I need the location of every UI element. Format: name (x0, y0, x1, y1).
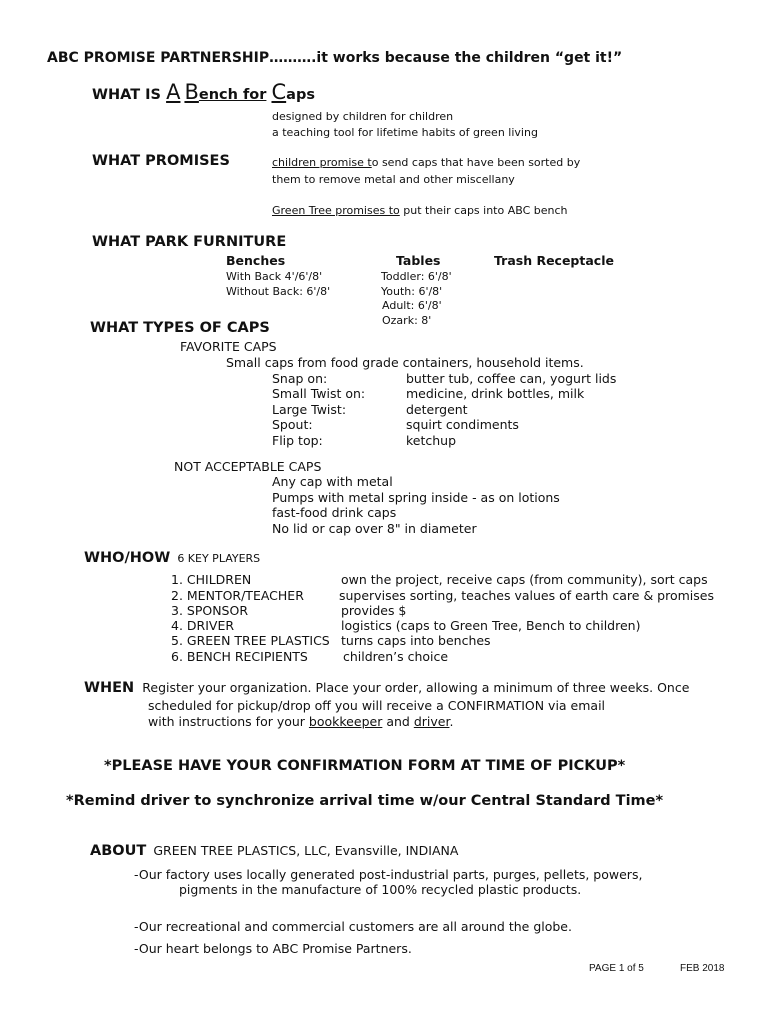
benches-header: Benches (226, 253, 286, 268)
caps-text: aps (286, 87, 315, 103)
player-name: 6. BENCH RECIPIENTS (171, 649, 308, 664)
player-name: 4. DRIVER (171, 618, 235, 633)
player-name: 3. SPONSOR (171, 603, 249, 618)
player-role: provides $ (341, 603, 407, 618)
big-letter-b: B (184, 80, 199, 104)
what-is-heading (92, 80, 315, 104)
what-is-label: WHAT IS (92, 87, 162, 103)
table-item: Adult: 6'/8' (382, 299, 442, 312)
table-item: Toddler: 6'/8' (381, 270, 452, 283)
who-label: WHO/HOW (84, 550, 171, 566)
cap-type-key: Large Twist: (272, 402, 347, 417)
driver-notice: *Remind driver to synchronize arrival time w/our Central Standard Time* (66, 793, 664, 809)
when-line-1: Register your organization. Place your order, allowing a minimum of three weeks. Once (142, 680, 690, 695)
not-acceptable-label: NOT ACCEPTABLE CAPS (174, 459, 322, 474)
table-item: Ozark: 8' (382, 314, 432, 327)
player-role: own the project, receive caps (from community), sort caps (341, 572, 708, 587)
confirmation-notice: *PLEASE HAVE YOUR CONFIRMATION FORM AT TIME OF PICKUP* (104, 758, 626, 774)
cap-type-value: medicine, drink bottles, milk (406, 386, 585, 401)
about-row (90, 840, 458, 859)
what-is-line-2: a teaching tool for lifetime habits of green living (272, 126, 538, 139)
when-line-3-b: and (382, 714, 414, 729)
table-item: Youth: 6'/8' (381, 285, 443, 298)
who-sub: 6 KEY PLAYERS (177, 552, 261, 565)
bench-item: Without Back: 6'/8' (226, 285, 331, 298)
cap-type-value: ketchup (406, 433, 457, 448)
about-company: GREEN TREE PLASTICS, LLC, Evansville, INDIANA (153, 843, 459, 858)
document-title: ABC PROMISE PARTNERSHIP……….it works because the children “get it!” (47, 50, 623, 66)
what-is-line-1: designed by children for children (272, 110, 454, 123)
green-tree-promise-rest: put their caps into ABC bench (399, 204, 568, 217)
favorite-caps-label: FAVORITE CAPS (180, 339, 277, 354)
cap-type-value: detergent (406, 402, 468, 417)
cap-type-value: squirt condiments (406, 417, 519, 432)
about-paragraph-1a: -Our factory uses locally generated post-industrial parts, purges, pellets, powers, (134, 867, 643, 882)
children-promise-rest: o send caps that have been sorted by (371, 156, 581, 169)
when-label: WHEN (84, 680, 135, 696)
small-caps-intro: Small caps from food grade containers, household items. (226, 355, 584, 370)
player-role: logistics (caps to Green Tree, Bench to children) (341, 618, 641, 633)
not-acceptable-item: No lid or cap over 8" in diameter (272, 521, 477, 536)
promises-label: WHAT PROMISES (92, 153, 230, 169)
footer-date: FEB 2018 (680, 963, 725, 974)
bench-item: With Back 4'/6'/8' (226, 270, 323, 283)
when-line-2: scheduled for pickup/drop off you will receive a CONFIRMATION via email (148, 698, 606, 713)
caps-label: WHAT TYPES OF CAPS (90, 320, 270, 336)
about-paragraph-3: -Our heart belongs to ABC Promise Partners. (134, 941, 412, 956)
big-letter-a: A (166, 80, 181, 104)
cap-type-key: Spout: (272, 417, 313, 432)
player-role: supervises sorting, teaches values of earth care & promises (339, 588, 714, 603)
furniture-label: WHAT PARK FURNITURE (92, 234, 287, 250)
tables-header: Tables (396, 253, 441, 268)
green-tree-promise (272, 204, 568, 217)
player-role: children’s choice (343, 649, 449, 664)
not-acceptable-item: Any cap with metal (272, 474, 393, 489)
who-heading (84, 547, 260, 566)
about-label: ABOUT (90, 843, 147, 859)
bookkeeper-text: bookkeeper (308, 714, 383, 729)
when-row (84, 677, 689, 696)
green-tree-promise-underlined: Green Tree promises to (272, 204, 400, 217)
cap-type-value: butter tub, coffee can, yogurt lids (406, 371, 617, 386)
trash-header: Trash Receptacle (494, 253, 614, 268)
page-number: PAGE 1 of 5 (589, 963, 644, 974)
children-promise-line-2: them to remove metal and other miscellany (272, 173, 515, 186)
cap-type-key: Flip top: (272, 433, 323, 448)
cap-type-key: Snap on: (272, 371, 328, 386)
player-name: 2. MENTOR/TEACHER (171, 588, 304, 603)
player-role: turns caps into benches (341, 633, 491, 648)
player-name: 5. GREEN TREE PLASTICS (171, 633, 330, 648)
driver-text: driver (413, 714, 450, 729)
children-promise-underlined: children promise t (272, 156, 372, 169)
not-acceptable-item: Pumps with metal spring inside - as on lotions (272, 490, 560, 505)
children-promise (272, 156, 580, 169)
about-paragraph-2: -Our recreational and commercial customers are all around the globe. (134, 919, 572, 934)
cap-type-key: Small Twist on: (272, 386, 366, 401)
player-name: 1. CHILDREN (171, 572, 252, 587)
big-letter-c: C (271, 80, 287, 104)
when-line-3-a: with instructions for your (148, 714, 309, 729)
when-line-3-c: . (449, 714, 454, 729)
when-line-3 (148, 714, 453, 729)
about-paragraph-1b: pigments in the manufacture of 100% recycled plastic products. (179, 882, 582, 897)
bench-for-text: ench for (198, 87, 267, 103)
not-acceptable-item: fast-food drink caps (272, 505, 397, 520)
